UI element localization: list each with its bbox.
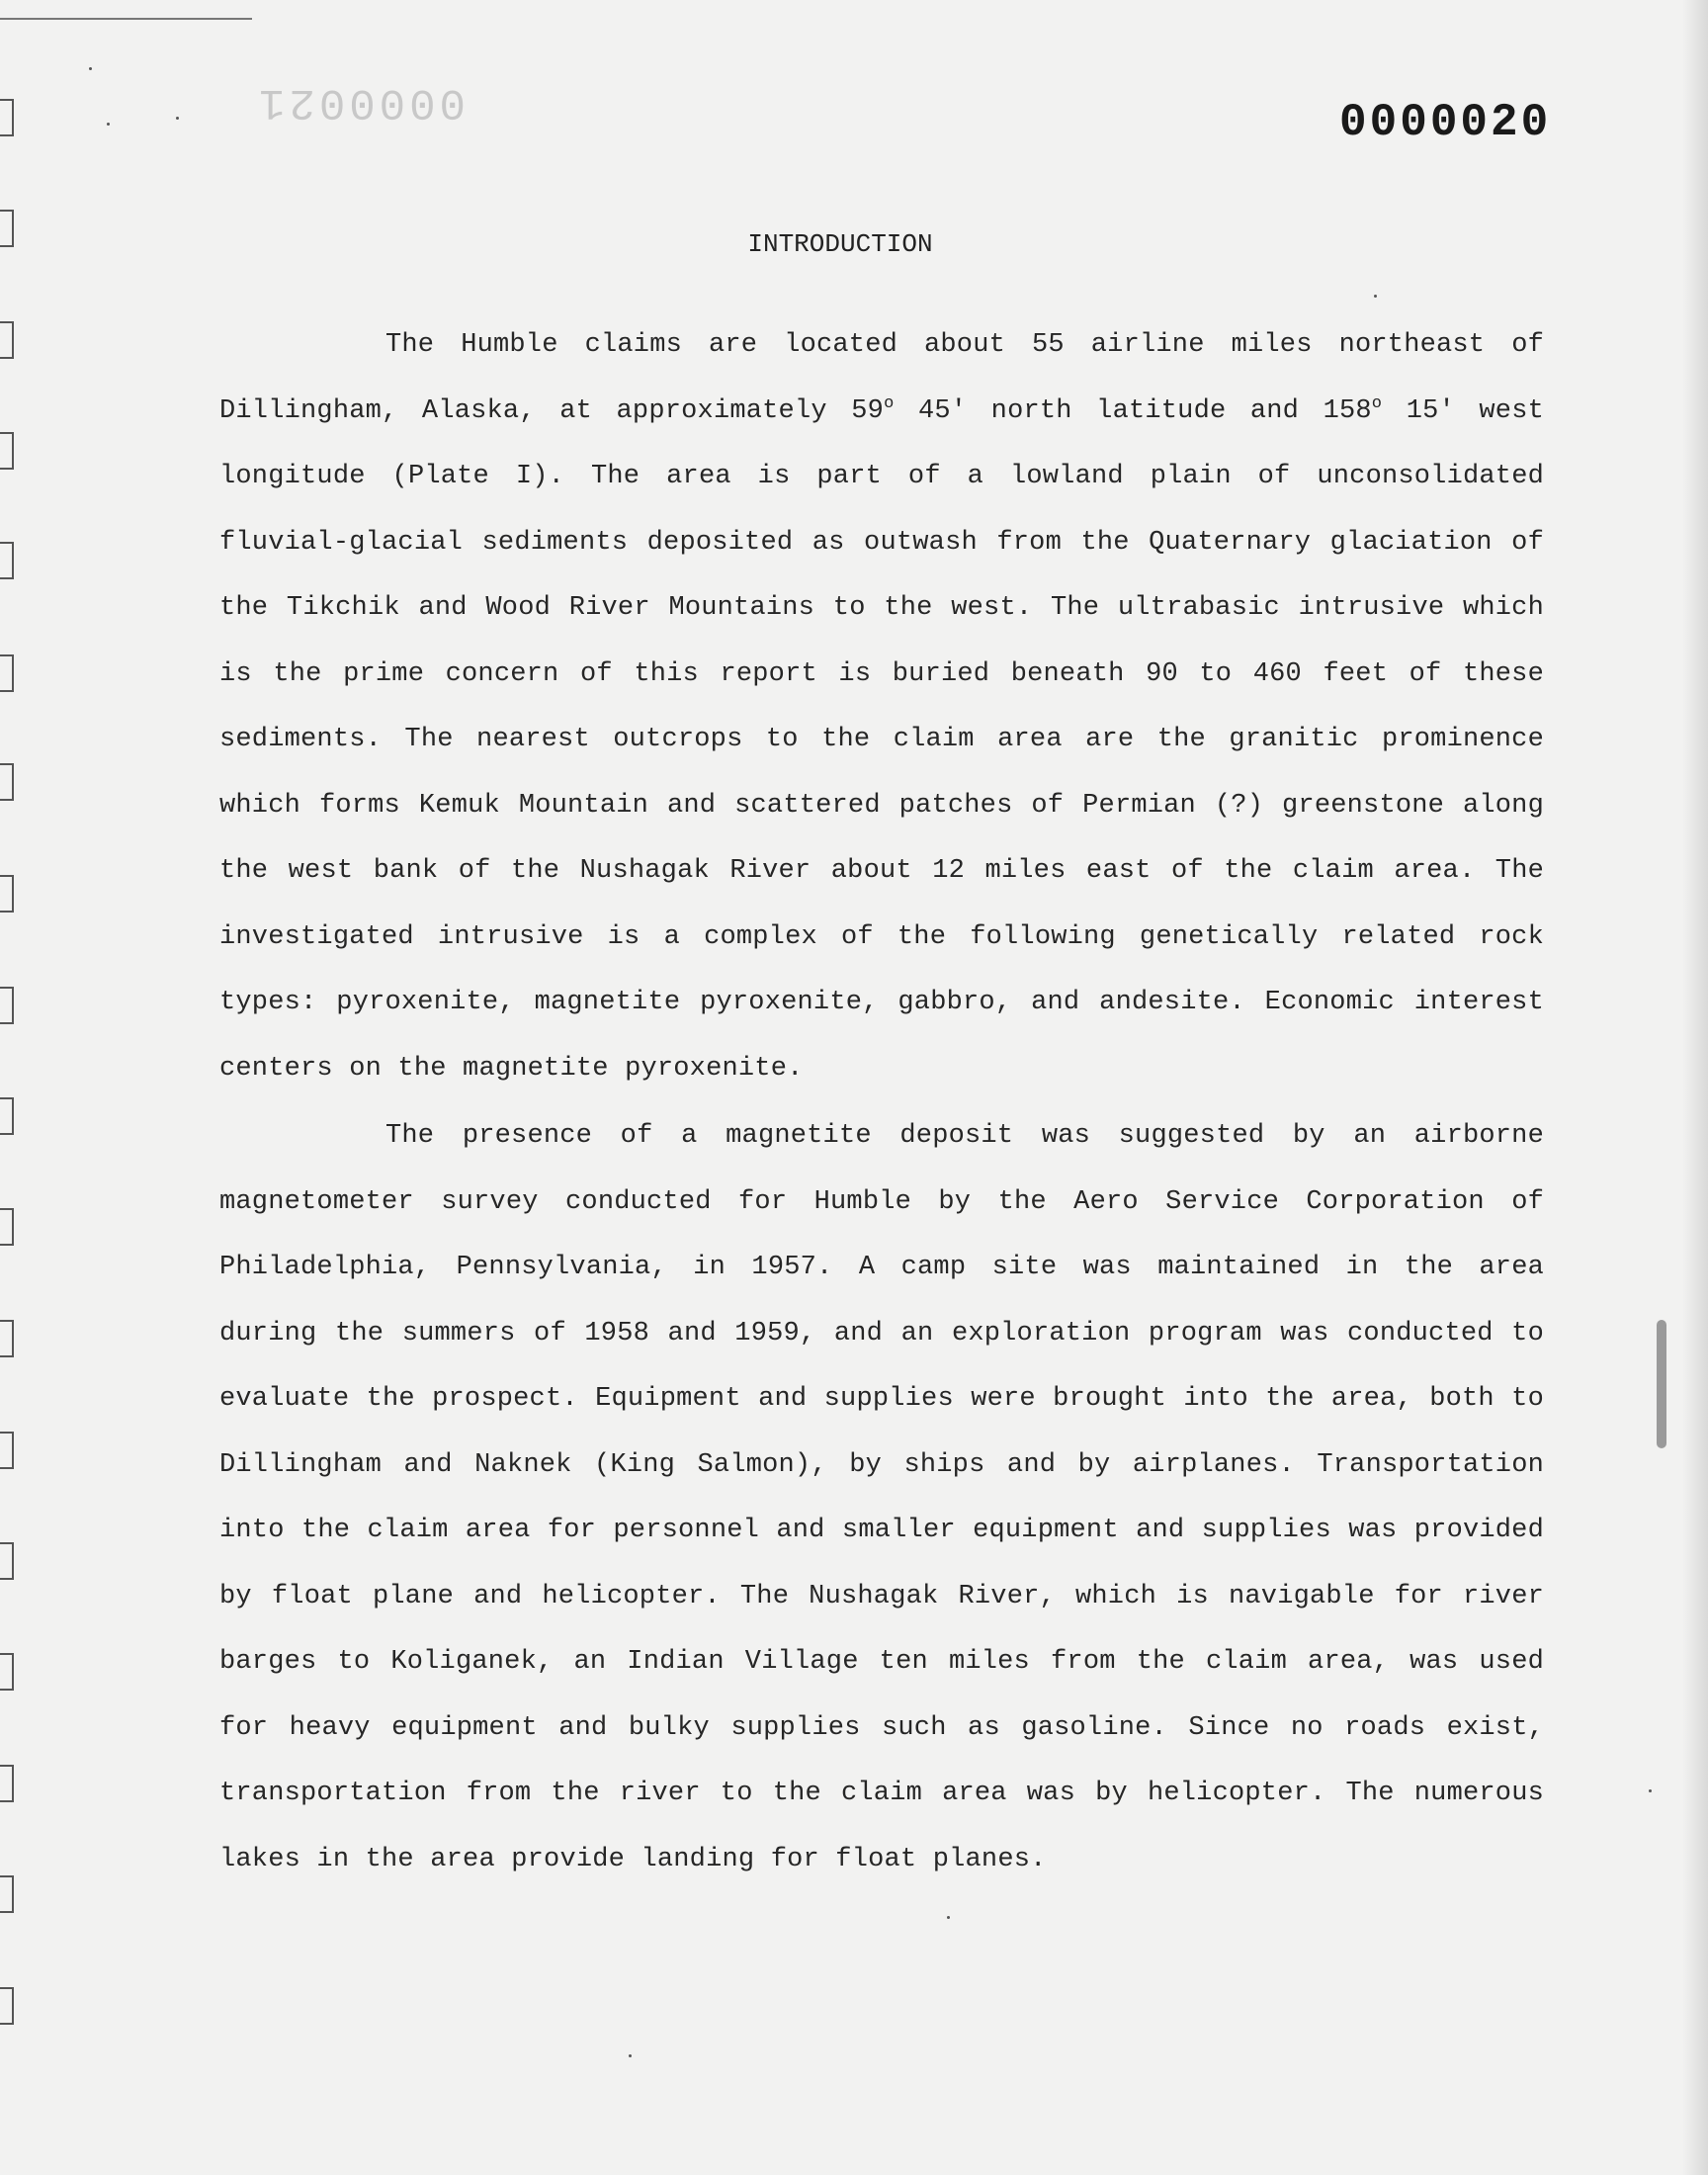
- binder-mark: [0, 1987, 14, 2025]
- binder-mark: [0, 1097, 14, 1135]
- paragraph-text: The Humble claims are located about 55 airline miles northeast of Dillingham, Alaska, at approximately 59: [219, 330, 1544, 426]
- page-edge-shadow: [1682, 0, 1708, 2175]
- scan-speck: [629, 2054, 632, 2057]
- binder-mark: [0, 875, 14, 913]
- binder-mark: [0, 1653, 14, 1691]
- binder-mark: [0, 1432, 14, 1469]
- binder-mark: [0, 987, 14, 1024]
- degree-mark: o: [884, 393, 895, 413]
- scan-speck: [107, 123, 110, 126]
- page-id: 0000020: [1339, 97, 1552, 148]
- scan-speck: [89, 67, 92, 70]
- scan-speck: [1649, 1789, 1652, 1792]
- section-heading: INTRODUCTION: [747, 229, 933, 259]
- binder-mark: [0, 763, 14, 801]
- binder-mark: [0, 1320, 14, 1357]
- binder-mark: [0, 99, 14, 136]
- binder-mark: [0, 654, 14, 692]
- scan-clip-mark: [1657, 1320, 1666, 1448]
- binder-mark: [0, 1542, 14, 1580]
- faded-page-id: 0000021: [255, 77, 466, 127]
- binder-mark: [0, 1765, 14, 1802]
- binder-mark: [0, 542, 14, 579]
- binder-mark: [0, 1875, 14, 1913]
- paragraph-location: [219, 312, 1544, 1101]
- paragraph-text: 15' west longitude (Plate I). The area is part of a lowland plain of unconsolidated fluvial-glacial sediments deposited as outwash from the Quaternary glaciation of the Tikchik and Wood River Mountains to the west. The ultrabasic intrusive which is the prime concern of this report is buried beneath 90 to 460 feet of these sediments. The nearest outcrops to the claim area are the granitic prominence which forms Kemuk Mountain and scattered patches of Permian (?) greenstone along the west bank of the Nushagak River about 12 miles east of the claim area. The investigated intrusive is a complex of the following genetically related rock types: pyroxenite, magnetite pyroxenite, gabbro, and andesite. Economic interest centers on the magnetite pyroxenite.: [219, 395, 1545, 1084]
- binder-mark: [0, 432, 14, 470]
- binder-mark: [0, 321, 14, 359]
- paragraph-exploration: The presence of a magnetite deposit was suggested by an airborne magnetometer survey conducted for Humble by the Aero Service Corporation of Philadelphia, Pennsylvania, in 1957. A camp site was maintained in the area during the summers of 1958 and 1959, and an exploration program was conducted to evaluate the prospect. Equipment and supplies were brought into the area, both to Dillingham and Naknek (King Salmon), by ships and by airplanes. Transportation into the claim area for personnel and smaller equipment and supplies was provided by float plane and helicopter. The Nushagak River, which is navigable for river barges to Koliganek, an Indian Village ten miles from the claim area, was used for heavy equipment and bulky supplies such as gasoline. Since no roads exist, transportation from the river to the claim area was by helicopter. The numerous lakes in the area provide landing for float planes.: [219, 1121, 1544, 1874]
- binder-mark: [0, 1208, 14, 1246]
- paragraph-text: 45' north latitude and 158: [894, 395, 1372, 426]
- degree-mark: o: [1371, 393, 1383, 413]
- top-edge-rule: [0, 18, 252, 20]
- scan-speck: [947, 1916, 950, 1919]
- scan-speck: [1374, 295, 1377, 298]
- scan-speck: [176, 117, 179, 120]
